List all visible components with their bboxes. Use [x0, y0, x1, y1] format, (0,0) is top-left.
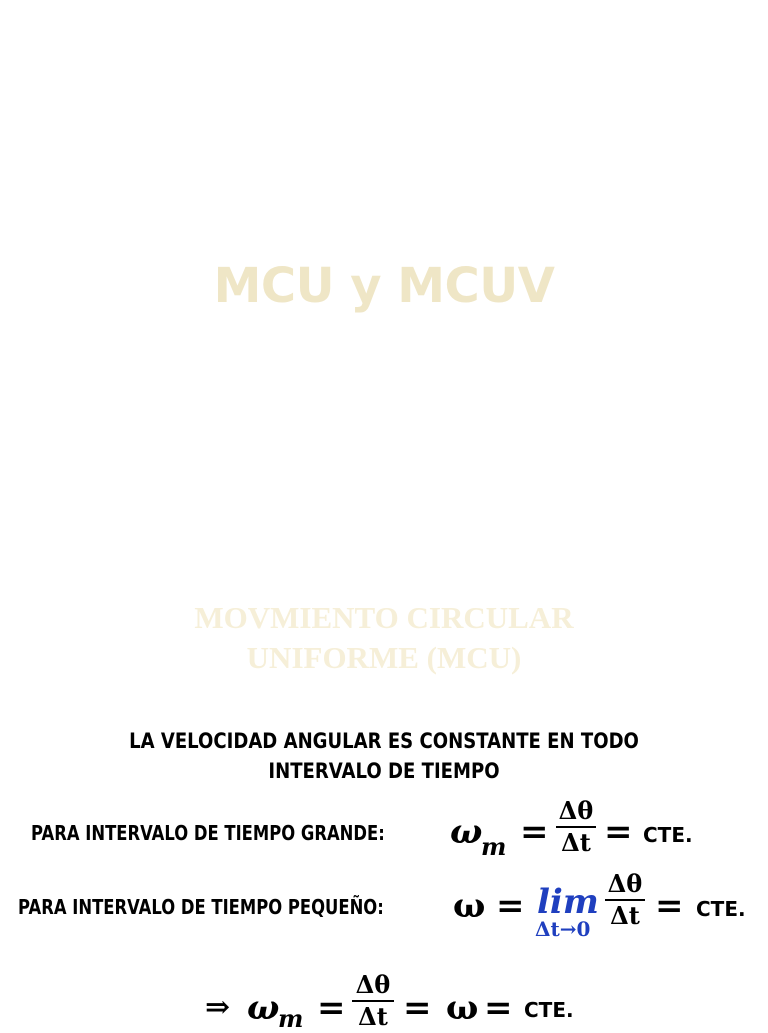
formula-2-omega: ω: [453, 886, 486, 926]
formula-3-omega: ω: [247, 988, 280, 1028]
formula-2-cte: CTE.: [696, 897, 746, 921]
formula-3-cte: CTE.: [524, 998, 574, 1022]
formula-3-denominator: Δt: [358, 1002, 388, 1031]
formula-2-numerator: Δθ: [607, 869, 643, 898]
formula-3-equals-1: =: [317, 988, 346, 1028]
formula-2-lim: lim: [537, 882, 599, 922]
formula-3-sub: m: [278, 1004, 304, 1033]
formula-2-equals-2: =: [655, 886, 684, 926]
section-heading: [0, 598, 768, 678]
formula-1-label: PARA INTERVALO DE TIEMPO GRANDE:: [31, 821, 385, 845]
statement: [54, 726, 714, 786]
formula-2-denominator: Δt: [610, 901, 640, 930]
formula-3-omega-2: ω: [446, 988, 479, 1028]
formula-1-sub: m: [481, 832, 507, 861]
formula-2-equals-1: =: [496, 886, 525, 926]
formula-3-numerator: Δθ: [355, 970, 391, 999]
formula-2-label: PARA INTERVALO DE TIEMPO PEQUEÑO:: [18, 895, 384, 919]
formula-3-fraction: [352, 972, 394, 1030]
formula-1-omega: ω: [450, 812, 483, 852]
formula-1-equals-2: =: [604, 812, 633, 852]
statement-line-2: INTERVALO DE TIEMPO: [268, 759, 500, 783]
formula-2-lim-sub: Δt→0: [535, 917, 591, 941]
formula-1-cte: CTE.: [643, 823, 693, 847]
formula-2-fraction: [605, 871, 645, 929]
formula-3-implies: ⇒: [205, 990, 231, 1025]
slide-title: MCU y MCUV: [213, 258, 555, 314]
formula-3-equals-2: =: [403, 988, 432, 1028]
section-heading-line-2: UNIFORME (MCU): [246, 640, 522, 675]
formula-1-denominator: Δt: [561, 828, 591, 857]
statement-line-1: LA VELOCIDAD ANGULAR ES CONSTANTE EN TODO: [129, 729, 639, 753]
formula-1-fraction: [556, 798, 596, 856]
formula-1-equals-1: =: [520, 812, 549, 852]
formula-1-numerator: Δθ: [558, 796, 594, 825]
formula-3-equals-3: =: [484, 988, 513, 1028]
section-heading-line-1: MOVMIENTO CIRCULAR: [194, 600, 574, 635]
